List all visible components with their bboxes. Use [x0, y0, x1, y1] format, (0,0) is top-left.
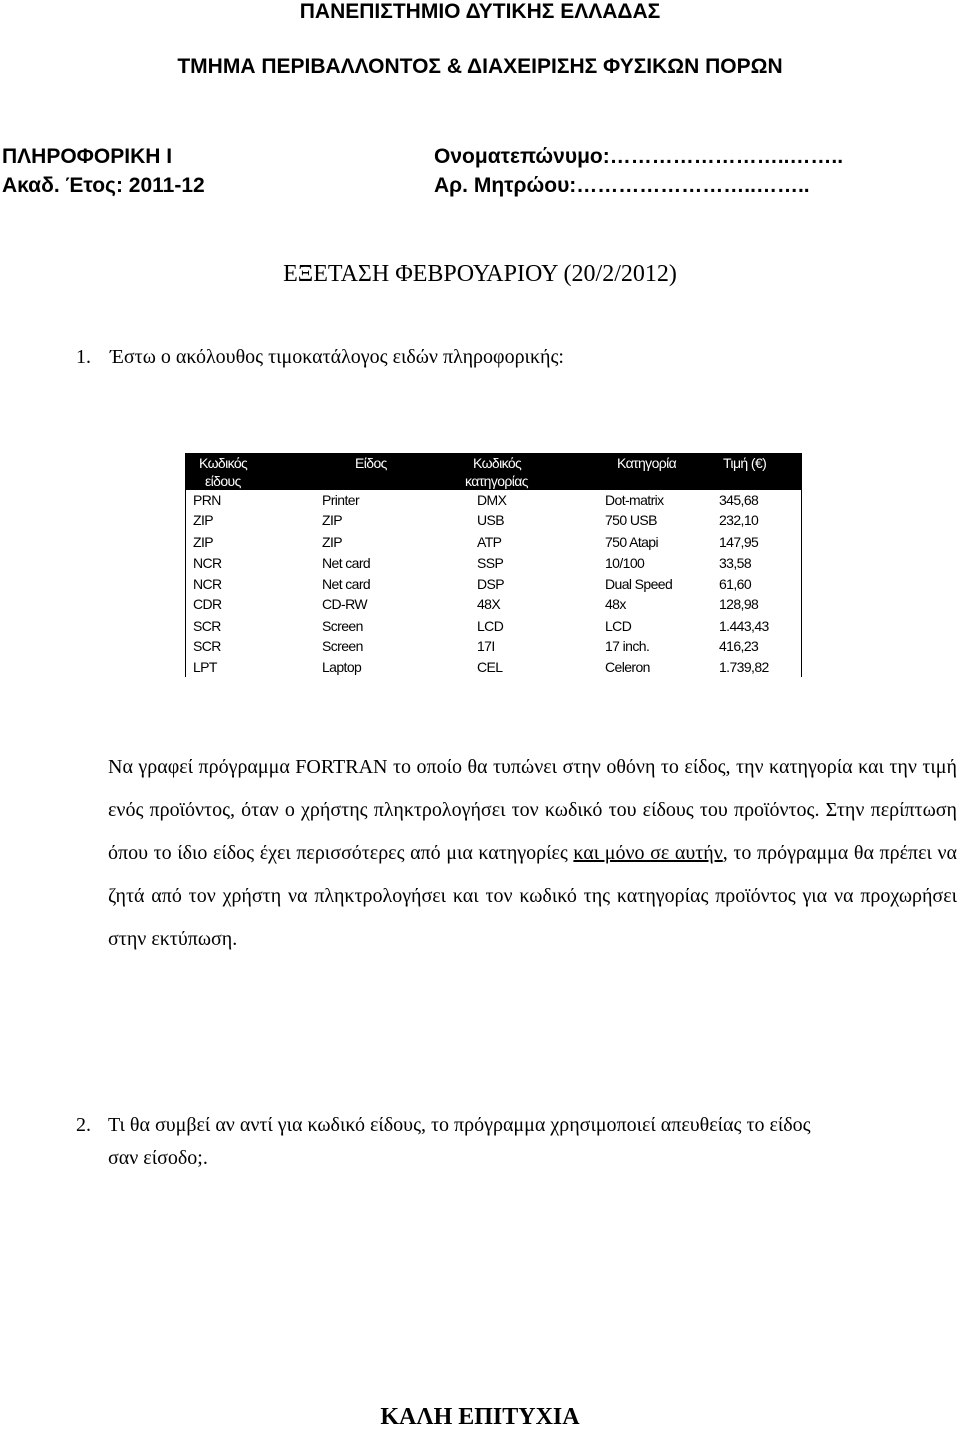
good-luck-footer: ΚΑΛΗ ΕΠΙΤΥΧΙΑ: [380, 1404, 580, 1430]
cell-category: Dual Speed: [605, 576, 673, 592]
cell-item-code: ZIP: [193, 534, 213, 550]
table-row: [185, 616, 802, 636]
cell-price: 128,98: [719, 596, 759, 612]
cell-price: 1.739,82: [719, 659, 769, 675]
cell-item: ZIP: [322, 512, 342, 528]
table-left-border: [185, 490, 186, 677]
question-1-text-underlined: και μόνο σε αυτήν: [573, 842, 723, 864]
cell-item: Laptop: [322, 659, 362, 675]
cell-item-code: SCR: [193, 638, 221, 654]
cell-category-code: DSP: [477, 576, 504, 592]
table-right-border: [801, 490, 802, 677]
cell-item-code: PRN: [193, 492, 221, 508]
exam-title: ΕΞΕΤΑΣΗ ΦΕΒΡΟΥΑΡΙΟΥ (20/2/2012): [283, 261, 677, 287]
cell-item-code: ZIP: [193, 512, 213, 528]
cell-category: LCD: [605, 618, 632, 634]
cell-category: Dot-matrix: [605, 492, 664, 508]
table-row: [185, 594, 802, 614]
header-item: Είδος: [355, 455, 387, 471]
cell-item-code: NCR: [193, 555, 222, 571]
question-2-number: 2.: [76, 1114, 91, 1136]
cell-item-code: SCR: [193, 618, 221, 634]
header-item-code-sub: είδους: [205, 473, 241, 489]
table-row: [185, 532, 802, 552]
question-1-number: 1.: [76, 346, 91, 368]
cell-item: Screen: [322, 618, 363, 634]
cell-category: 10/100: [605, 555, 645, 571]
cell-item-code: NCR: [193, 576, 222, 592]
header-category: Κατηγορία: [617, 455, 677, 471]
cell-price: 61,60: [719, 576, 752, 592]
question-1-intro-text: Έστω ο ακόλουθος τιμοκατάλογος ειδών πληροφορικής:: [110, 346, 564, 368]
table-row: [185, 490, 802, 510]
academic-year: Ακαδ. Έτος: 2011-12: [2, 174, 205, 197]
price-list-table: [185, 453, 802, 677]
university-title: ΠΑΝΕΠΙΣΤΗΜΙΟ ΔΥΤΙΚΗΣ ΕΛΛΑΔΑΣ: [299, 0, 661, 23]
table-row: [185, 636, 802, 656]
cell-item: Net card: [322, 555, 371, 571]
cell-category-code: LCD: [477, 618, 504, 634]
table-row: [185, 510, 802, 530]
header-category-code-sub: κατηγορίας: [465, 473, 528, 489]
cell-category: 17 inch.: [605, 638, 650, 654]
cell-item-code: CDR: [193, 596, 222, 612]
cell-category-code: CEL: [477, 659, 503, 675]
question-2-text: [76, 1104, 960, 1147]
cell-category-code: DMX: [477, 492, 507, 508]
cell-category: 750 Atapi: [605, 534, 658, 550]
table-header: [185, 453, 802, 490]
question-2-line1: Τι θα συμβεί αν αντί για κωδικό είδους, το πρόγραμμα χρησιμοποιεί απευθείας το είδος: [108, 1114, 811, 1136]
course-name: ΠΛΗΡΟΦΟΡΙΚΗ Ι: [2, 145, 173, 168]
cell-category: 48x: [605, 596, 626, 612]
cell-item: Net card: [322, 576, 371, 592]
header-category-code: Κωδικός: [473, 455, 522, 471]
table-row: [185, 574, 802, 594]
cell-category-code: 17I: [477, 638, 495, 654]
department-title: ΤΜΗΜΑ ΠΕΡΙΒΑΛΛΟΝΤΟΣ & ΔΙΑΧΕΙΡΙΣΗΣ ΦΥΣΙΚΩΝ ΠΟΡΩΝ: [177, 55, 783, 78]
cell-category-code: SSP: [477, 555, 504, 571]
question-1-text-part1: Να γραφεί πρόγραμμα FORTRAN το οποίο θα τυπώνει στην οθόνη το είδος, την κατηγορία και την τιμή ενός προϊόντος, όταν ο χρήστης πληκτρολογήσει τον κωδικό του είδους του προϊόντος. Στην περίπτωση όπου το ίδιο είδος έχει περισσότερες από μια κατηγορίες: [108, 756, 957, 864]
cell-price: 33,58: [719, 555, 752, 571]
header-item-code: Κωδικός: [199, 455, 248, 471]
cell-price: 147,95: [719, 534, 759, 550]
table-row: [185, 657, 802, 677]
cell-item: ZIP: [322, 534, 342, 550]
cell-price: 416,23: [719, 638, 759, 654]
cell-price: 345,68: [719, 492, 759, 508]
cell-category-code: ATP: [477, 534, 502, 550]
cell-price: 232,10: [719, 512, 759, 528]
question-1-intro: [76, 346, 564, 369]
question-2-line2: σαν είσοδο;.: [108, 1147, 208, 1169]
cell-item: Printer: [322, 492, 360, 508]
table-row: [185, 553, 802, 573]
cell-item-code: LPT: [193, 659, 217, 675]
question-1-text-part2: , το πρόγραμμα θα πρέπει να ζητά από τον χρήστη να πληκτρολογήσει και τον κωδικό της κατηγορίας προϊόντος για να προχωρήσει στην εκτύπωση.: [108, 842, 957, 950]
student-name-field: Ονοματεπώνυμο:……………………..……..: [434, 145, 844, 168]
cell-category: Celeron: [605, 659, 650, 675]
cell-category: 750 USB: [605, 512, 657, 528]
cell-item: Screen: [322, 638, 363, 654]
student-id-field: Αρ. Μητρώου:……………………..……..: [434, 174, 810, 197]
cell-price: 1.443,43: [719, 618, 769, 634]
cell-item: CD-RW: [322, 596, 367, 612]
cell-category-code: 48X: [477, 596, 501, 612]
question-1-text: [108, 746, 957, 961]
cell-category-code: USB: [477, 512, 504, 528]
header-price: Τιμή (€): [723, 455, 767, 471]
